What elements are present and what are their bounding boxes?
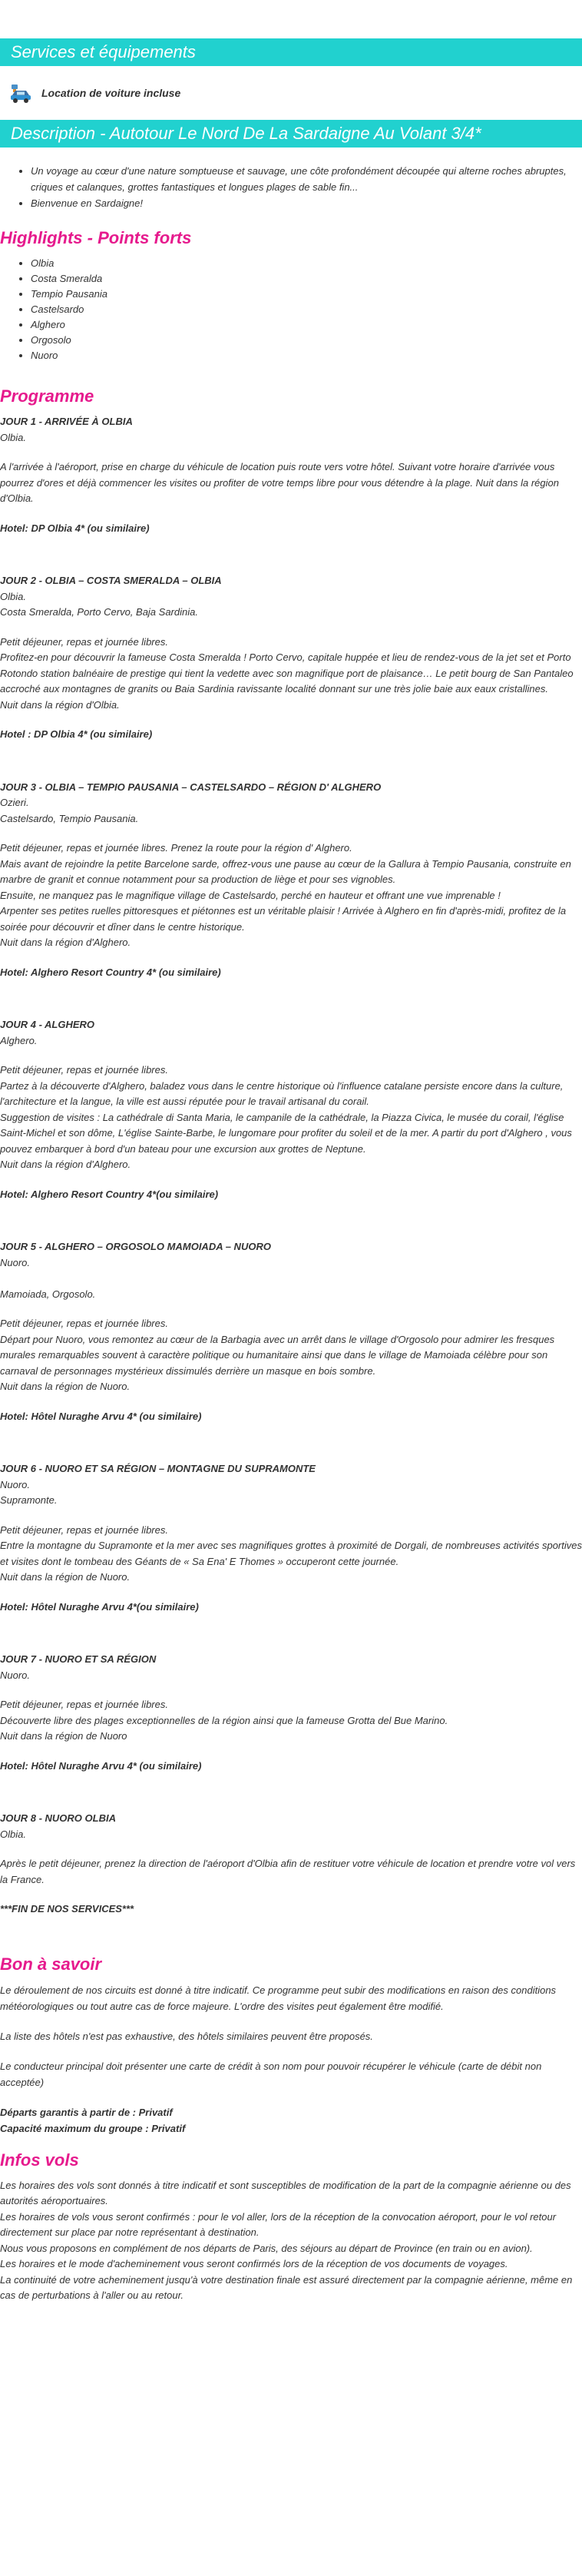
day-title: JOUR 5 - ALGHERO – ORGOSOLO MAMOIADA – NUORO	[0, 1241, 271, 1252]
day-title: JOUR 8 - NUORO OLBIA	[0, 1812, 116, 1824]
day-hotel: ***FIN DE NOS SERVICES***	[0, 1903, 134, 1915]
day-text-line: Petit déjeuner, repas et journée libres. Prenez la route pour la région d' Alghero.	[0, 842, 352, 854]
day-hotel: Hotel: Alghero Resort Country 4*(ou similaire)	[0, 1188, 219, 1200]
page	[0, 38, 582, 2304]
highlights-title: Highlights - Points forts	[0, 228, 192, 247]
highlight-item: • Tempio Pausania	[31, 287, 582, 302]
programme-title: Programme	[0, 386, 94, 406]
info-paragraph: La liste des hôtels n'est pas exhaustive, des hôtels similaires peuvent être proposés.	[0, 2030, 373, 2042]
day-text-line: Nuit dans la région d'Olbia.	[0, 698, 120, 711]
day-title: JOUR 1 - ARRIVÉE À OLBIA	[0, 416, 133, 427]
day-title: JOUR 2 - OLBIA – COSTA SMERALDA – OLBIA	[0, 575, 222, 586]
info-paragraph: Le conducteur principal doit présenter une carte de crédit à son nom pour pouvoir récupérer le véhicule (carte de débit non acceptée)	[0, 2060, 542, 2088]
programme-days	[0, 414, 582, 1918]
services-header: Services et équipements	[0, 38, 582, 66]
infos-vols-title: Infos vols	[0, 2150, 79, 2170]
day-text-line: Petit déjeuner, repas et journée libres.	[0, 1064, 168, 1076]
day-block	[0, 414, 582, 536]
day-text-line: Mais avant de rejoindre la petite Barcelone sarde, offrez-vous une pause au cœur de la Gallura à Tempio Pausania, construite en marbre de granit et connue notamment pour sa production de liège et pour ses vignobles.	[0, 857, 571, 885]
infos-vols-line: Les horaires de vols vous seront confirmés : pour le vol aller, lors de la réception de la convocation aéroport, pour le vol retour directement sur place par notre représentant à destination.	[0, 2210, 557, 2238]
day-location: Costa Smeralda, Porto Cervo, Baja Sardinia.	[0, 606, 198, 618]
highlight-item: • Orgosolo	[31, 333, 582, 348]
day-location: Nuoro.	[0, 1478, 31, 1490]
day-text	[0, 1856, 582, 1888]
day-title: JOUR 3 - OLBIA – TEMPIO PAUSANIA – CASTELSARDO – RÉGION D' ALGHERO	[0, 781, 382, 793]
departs-garantis: Départs garantis à partir de : Privatif	[0, 2106, 173, 2118]
capacite-maximum: Capacité maximum du groupe : Privatif	[0, 2122, 186, 2134]
day-text-line: Nuit dans la région d'Alghero.	[0, 937, 131, 948]
description-header: Description - Autotour Le Nord De La Sardaigne Au Volant 3/4*	[0, 120, 582, 148]
day-text-line: Petit déjeuner, repas et journée libres.	[0, 635, 168, 648]
day-title: JOUR 4 - ALGHERO	[0, 1019, 95, 1030]
day-block	[0, 1652, 582, 1774]
day-block	[0, 780, 582, 981]
day-location: Nuoro.	[0, 1669, 31, 1681]
day-title: JOUR 7 - NUORO ET SA RÉGION	[0, 1653, 157, 1665]
day-text-line: Nuit dans la région de Nuoro.	[0, 1571, 131, 1583]
day-location: Alghero.	[0, 1034, 38, 1046]
infos-vols-line: Les horaires et le mode d'acheminement vous seront confirmés lors de la réception de vos documents de voyages.	[0, 2258, 508, 2269]
day-block	[0, 1461, 582, 1615]
day-text-line: Petit déjeuner, repas et journée libres.	[0, 1523, 168, 1536]
day-block	[0, 1239, 582, 1424]
day-text-line: Petit déjeuner, repas et journée libres.	[0, 1318, 168, 1329]
day-hotel: Hotel : DP Olbia 4* (ou similaire)	[0, 728, 153, 740]
day-text-line: Profitez-en pour découvrir la fameuse Costa Smeralda ! Porto Cervo, capitale huppée et lieu de rendez-vous de la jet set et Porto Rotondo station balnéaire de prestige qui tient la vedette avec son magnifique port de plaisance… Le petit bourg de San Pantaleo accroché aux montagnes de granits ou Baia Sardinia ravissante localité donnant sur une très jolie baie aux eaux cristallines.	[0, 651, 574, 695]
day-text-line: A l'arrivée à l'aéroport, prise en charge du véhicule de location puis route vers votre hôtel. Suivant votre horaire d'arrivée vous pourrez d'ores et déjà commencer les visites ou profiter de votre temps libre pour vous détendre à la plage. Nuit dans la région d'Olbia.	[0, 461, 559, 504]
highlight-item: • Olbia	[31, 256, 582, 271]
highlight-item: • Alghero	[31, 317, 582, 333]
day-block	[0, 573, 582, 743]
day-text-line: Petit déjeuner, repas et journée libres.	[0, 1699, 168, 1710]
highlight-item: • Costa Smeralda	[31, 271, 582, 287]
infos-vols-line: Les horaires des vols sont donnés à titre indicatif et sont susceptibles de modification de la part de la compagnie aérienne ou des autorités aéroportuaires.	[0, 2179, 571, 2206]
day-text-line: Ensuite, ne manquez pas le magnifique village de Castelsardo, perché en hauteur et offrant une vue imprenable !	[0, 889, 501, 901]
day-location: Mamoiada, Orgosolo.	[0, 1288, 96, 1300]
day-hotel: Hotel: DP Olbia 4* (ou similaire)	[0, 522, 150, 534]
infos-vols-line: La continuité de votre acheminement jusqu'à votre destination finale est assuré directement par la compagnie aérienne, même en cas de perturbations à l'aller ou au retour.	[0, 2273, 573, 2301]
day-location: Olbia.	[0, 590, 26, 602]
day-text-line: Suggestion de visites : La cathédrale di Santa Maria, le campanile de la cathédrale, la Piazza Civica, le musée du corail, l'église Saint-Michel et son dôme, L'église Sainte-Barbe, le lungomare pour profiter du soleil et de la mer. A partir du port d'Alghero , vous pouvez embarquer à bord d'un bateau pour une excursion aux grottes de Neptune.	[0, 1111, 572, 1155]
description-bullet: • Un voyage au cœur d'une nature somptueuse et sauvage, une côte profondément découpée qui alterne roches abruptes, criques et calanques, grottes fantastiques et longues plages de sable fin...	[31, 163, 582, 195]
day-text	[0, 840, 582, 951]
day-location: Supramonte.	[0, 1494, 58, 1506]
day-block	[0, 1017, 582, 1202]
service-row	[0, 66, 582, 120]
day-text	[0, 635, 582, 714]
day-text	[0, 459, 582, 507]
highlight-item: • Nuoro	[31, 348, 582, 363]
day-text	[0, 1063, 582, 1173]
day-location	[0, 1271, 582, 1287]
day-text	[0, 1697, 582, 1745]
day-hotel: Hotel: Alghero Resort Country 4* (ou similaire)	[0, 966, 221, 978]
day-location: Olbia.	[0, 431, 26, 443]
day-text-line: Partez à la découverte d'Alghero, baladez vous dans le centre historique où l'influence catalane persiste encore dans la culture, l'architecture et la langue, la ville est aussi réputée pour le travail artisanal du corail.	[0, 1079, 564, 1107]
day-hotel: Hotel: Hôtel Nuraghe Arvu 4* (ou similaire)	[0, 1410, 202, 1422]
day-title: JOUR 6 - NUORO ET SA RÉGION – MONTAGNE DU SUPRAMONTE	[0, 1463, 316, 1474]
day-hotel: Hotel: Hôtel Nuraghe Arvu 4*(ou similaire)	[0, 1600, 199, 1613]
day-text-line: Après le petit déjeuner, prenez la direction de l'aéroport d'Olbia afin de restituer votre véhicule de location et prendre votre vol vers la France.	[0, 1858, 576, 1885]
description-bullet: • Bienvenue en Sardaigne!	[31, 195, 582, 211]
service-label: Location de voiture incluse	[41, 87, 181, 99]
day-text	[0, 1523, 582, 1586]
highlights-list	[0, 256, 582, 363]
day-text-line: Nuit dans la région de Nuoro	[0, 1730, 127, 1742]
day-text-line: Entre la montagne du Supramonte et la mer avec ses magnifiques grottes à proximité de Dorgali, de nombreuses activités sportives et visites dont le tombeau des Géants de « Sa Ena' E Thomes » occuperont cette journée.	[0, 1540, 582, 1567]
day-text-line: Nuit dans la région d'Alghero.	[0, 1159, 131, 1170]
day-hotel: Hotel: Hôtel Nuraghe Arvu 4* (ou similaire)	[0, 1759, 202, 1772]
day-location: Ozieri.	[0, 797, 29, 808]
day-text-line: Découverte libre des plages exceptionnelles de la région ainsi que la fameuse Grotta del Bue Marino.	[0, 1714, 448, 1726]
day-text-line: Nuit dans la région de Nuoro.	[0, 1381, 131, 1392]
day-location: Nuoro.	[0, 1256, 31, 1268]
highlight-item: • Castelsardo	[31, 302, 582, 317]
info-paragraph: Le déroulement de nos circuits est donné à titre indicatif. Ce programme peut subir des modifications en raison des conditions météorologiques ou tout autre cas de force majeure. L'ordre des visites peut également être modifié.	[0, 1984, 557, 2012]
day-location: Castelsardo, Tempio Pausania.	[0, 812, 139, 824]
bon-a-savoir-title: Bon à savoir	[0, 1954, 102, 1974]
day-block	[0, 1811, 582, 1918]
day-text-line: Arpenter ses petites ruelles pittoresques et piétonnes est un véritable plaisir ! Arrivée à Alghero en fin d'après-midi, profitez de la soirée pour découvrir et dîner dans le centre historique.	[0, 905, 567, 933]
day-text-line: Départ pour Nuoro, vous remontez au cœur de la Barbagia avec un arrêt dans le village d'Orgosolo pour admirer les fresques murales remarquables souvent à caractère politique ou humanitaire ainsi que dans le village de Mamoiada célèbre pour son carnaval de personnages mystérieux dissimulés derrière un masque en bois sombre.	[0, 1333, 555, 1377]
car-rental-icon	[9, 81, 32, 104]
day-text	[0, 1316, 582, 1395]
day-location: Olbia.	[0, 1828, 26, 1840]
infos-vols-line: Nous vous proposons en complément de nos départs de Paris, des séjours au départ de Province (en train ou en avion).	[0, 2242, 533, 2254]
description-list	[0, 163, 582, 211]
